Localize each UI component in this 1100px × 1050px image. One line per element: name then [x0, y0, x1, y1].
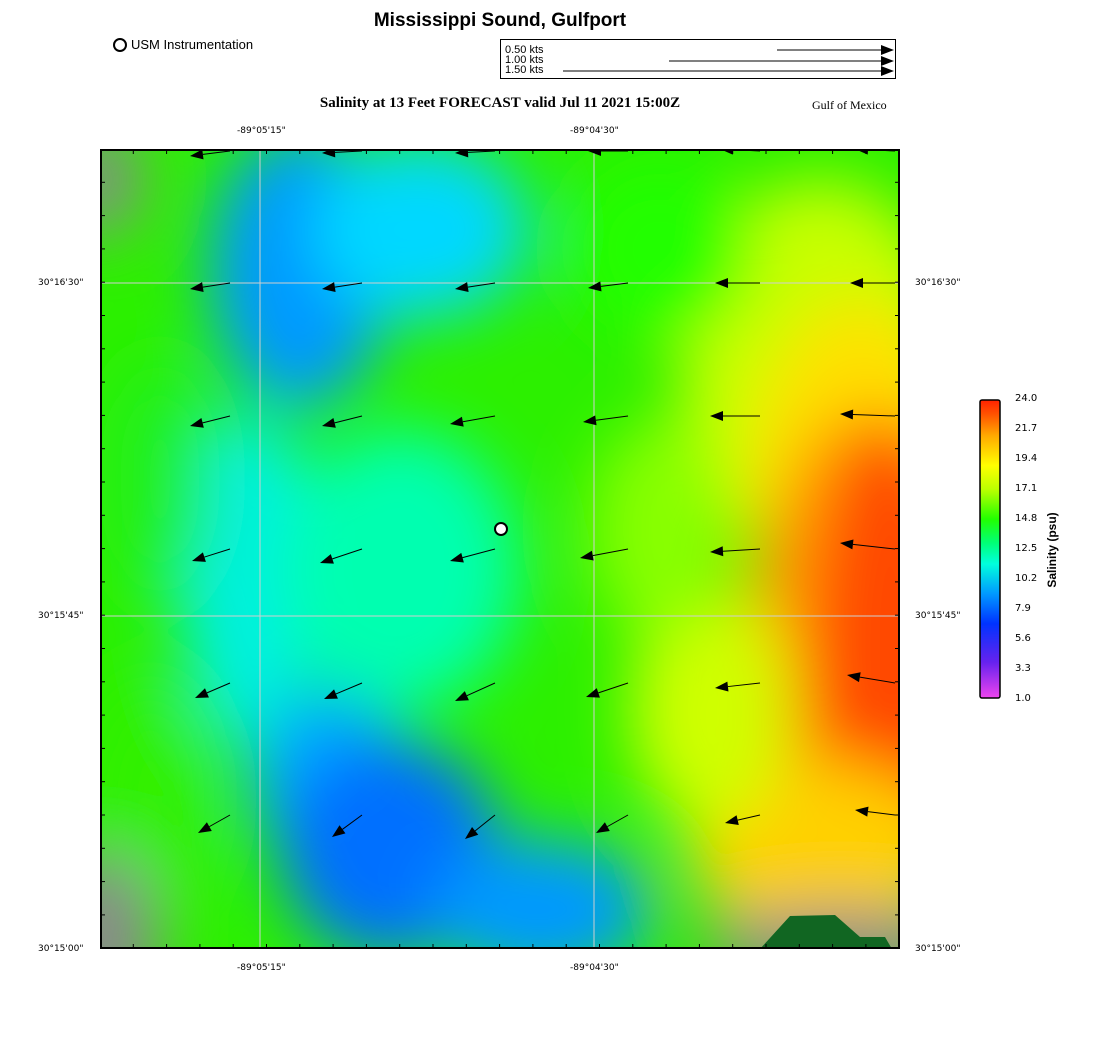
- colorbar-title: Salinity (psu): [1045, 512, 1059, 588]
- colorbar-tick-label: 21.7: [1015, 423, 1038, 434]
- station-legend-label: USM Instrumentation: [131, 37, 254, 52]
- station-marker-icon: [113, 38, 127, 52]
- y-tick-label-right: 30°16'30": [915, 278, 961, 288]
- region-label: Gulf of Mexico: [812, 98, 887, 112]
- speed-scale-label: 1.00 kts: [505, 54, 544, 66]
- colorbar-tick-label: 14.8: [1015, 513, 1038, 524]
- map-title: Mississippi Sound, Gulfport: [373, 10, 627, 31]
- x-tick-label-bottom: -89°04'30": [570, 963, 619, 973]
- salinity-field: [100, 149, 900, 949]
- x-tick-label-bottom: -89°05'15": [237, 963, 286, 973]
- station-legend: [113, 37, 253, 52]
- y-tick-label-left: 30°15'45": [38, 611, 84, 621]
- y-tick-label-right: 30°15'45": [915, 611, 961, 621]
- colorbar-tick-label: 24.0: [1015, 393, 1038, 404]
- salinity-map: [100, 149, 900, 949]
- colorbar-tick-label: 19.4: [1015, 453, 1038, 464]
- map-subtitle: Salinity at 13 Feet FORECAST valid Jul 11 2021 15:00Z: [319, 95, 681, 111]
- colorbar-tick-label: 12.5: [1015, 543, 1038, 554]
- y-tick-label-left: 30°16'30": [38, 278, 84, 288]
- y-tick-label-left: 30°15'00": [38, 944, 84, 954]
- colorbar-tick-label: 3.3: [1015, 663, 1031, 674]
- x-tick-label-top: -89°05'15": [237, 126, 286, 136]
- salinity-colorbar: [979, 399, 1001, 699]
- x-tick-label-top: -89°04'30": [570, 126, 619, 136]
- colorbar-tick-label: 17.1: [1015, 483, 1038, 494]
- y-tick-label-right: 30°15'00": [915, 944, 961, 954]
- station-marker: [495, 523, 507, 535]
- speed-scale-label: 0.50 kts: [505, 44, 544, 56]
- speed-scale-label: 1.50 kts: [505, 64, 544, 76]
- colorbar-tick-label: 10.2: [1015, 573, 1038, 584]
- current-speed-scale: [500, 39, 896, 79]
- speed-scale-arrows: [501, 40, 895, 78]
- colorbar-tick-label: 7.9: [1015, 603, 1031, 614]
- colorbar-tick-label: 1.0: [1015, 693, 1031, 704]
- colorbar-tick-label: 5.6: [1015, 633, 1031, 644]
